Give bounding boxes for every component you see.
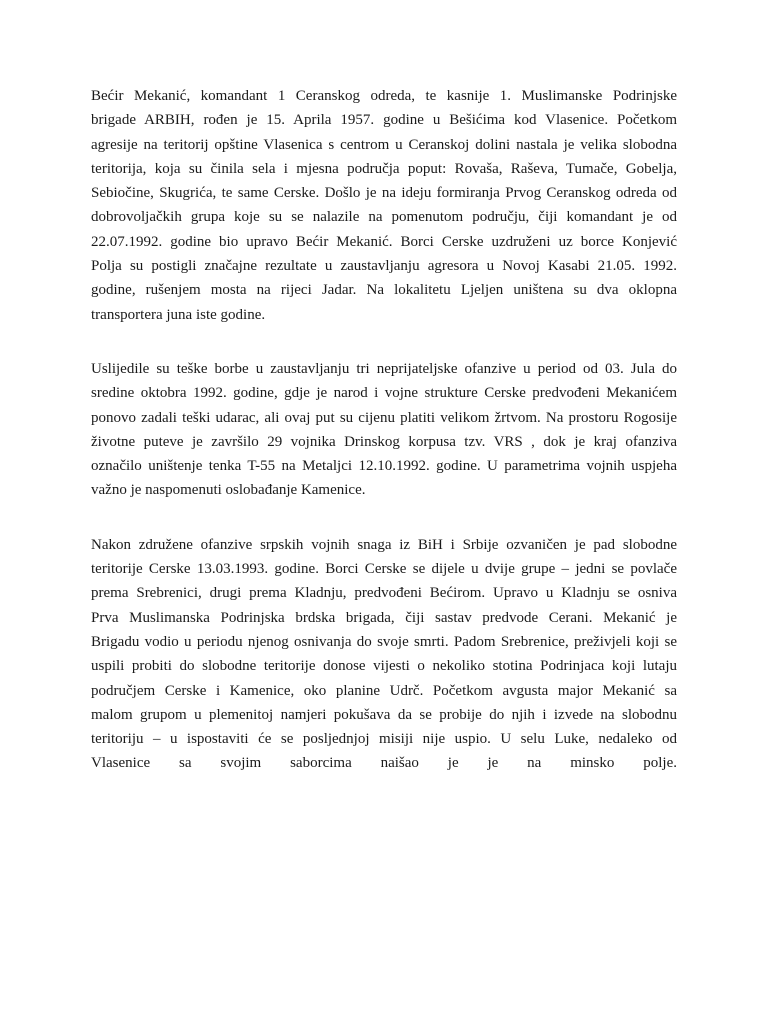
text-line: godine, rušenjem mosta na rijeci Jadar. Na lokalitetu Ljeljen uništena su dva oklopna bbox=[91, 282, 677, 299]
text-line: transportera juna iste godine. bbox=[91, 306, 266, 323]
paragraph-2 bbox=[91, 357, 677, 503]
text-line: označilo uništenje tenka T-55 na Metaljci 12.10.1992. godine. U parametrima vojnih uspjeha bbox=[91, 458, 677, 475]
text-line: teritorija, koja su činila sela i mjesna područja poput: Rovaša, Raševa, Tumače, Gobelja, bbox=[91, 160, 677, 177]
text-line: prema Srebrenici, drugi prema Kladnju, predvođeni Bećirom. Upravo u Kladnju se osniva bbox=[91, 585, 677, 602]
text-line: ponovo zadali teški udarac, ali ovaj put su cijenu platiti velikom žrtvom. Na prostoru Rogosije bbox=[91, 409, 677, 426]
text-line: uspili probiti do slobodne teritorije donose vijesti o nekoliko stotina Podrinjaca koji lutaju bbox=[91, 658, 677, 675]
text-line: agresije na teritorij opštine Vlasenica s centrom u Ceranskoj dolini nastala je velika slobodna bbox=[91, 136, 677, 153]
text-line: teritorije Cerske 13.03.1993. godine. Borci Cerske se dijele u dvije grupe – jedni se povlače bbox=[91, 561, 677, 578]
text-line: Nakon združene ofanzive srpskih vojnih snaga iz BiH i Srbije ozvaničen je pad slobodne bbox=[91, 536, 677, 553]
text-line: Brigadu vodio u periodu njenog osnivanja do svoje smrti. Padom Srebrenice, preživjeli koji se bbox=[91, 633, 677, 650]
text-line: Bećir Mekanić, komandant 1 Ceranskog odreda, te kasnije 1. Muslimanske Podrinjske bbox=[91, 88, 677, 104]
text-line: Uslijedile su teške borbe u zaustavljanju tri neprijateljske ofanzive u period od 03. Jula do bbox=[91, 360, 677, 377]
text-line: životne puteve je završilo 29 vojnika Drinskog korpusa tzv. VRS , dok je kraj ofanziva bbox=[91, 433, 677, 450]
text-line: Sebiočine, Skugrića, te same Cerske. Došlo je na ideju formiranja Prvog Ceranskog odreda od bbox=[91, 185, 677, 202]
paragraph-3 bbox=[91, 533, 677, 776]
paragraph-1 bbox=[91, 84, 677, 327]
text-line: važno je naspomenuti oslobađanje Kamenice. bbox=[91, 482, 366, 499]
text-line: 22.07.1992. godine bio upravo Bećir Mekanić. Borci Cerske uzdruženi uz borce Konjević bbox=[91, 233, 677, 250]
text-line: Polja su postigli značajne rezultate u zaustavljanju agresora u Novoj Kasabi 21.05. 1992. bbox=[91, 258, 677, 275]
text-line: brigade ARBIH, rođen je 15. Aprila 1957. godine u Bešićima kod Vlasenice. Početkom bbox=[91, 112, 677, 129]
document-page bbox=[91, 84, 677, 806]
text-line: teritoriju – u ispostaviti će se posljednjoj misiji nije uspio. U selu Luke, nedaleko od bbox=[91, 731, 677, 748]
text-line: Vlasenice sa svojim saborcima naišao je je na minsko polje. bbox=[91, 755, 677, 772]
text-line: sredine oktobra 1992. godine, gdje je narod i vojne strukture Cerske predvođeni Mekanićem bbox=[91, 385, 677, 402]
text-line: područjem Cerske i Kamenice, oko planine Udrč. Početkom avgusta major Mekanić sa bbox=[91, 682, 677, 699]
text-line: Prva Muslimanska Podrinjska brdska brigada, čiji sastav predvode Cerani. Mekanić je bbox=[91, 609, 677, 626]
text-line: dobrovoljačkih grupa koje su se nalazile na pomenutom području, čiji komandant je od bbox=[91, 209, 677, 226]
text-line: malom grupom u plemenitoj namjeri pokušava da se probije do njih i izvede na slobodnu bbox=[91, 706, 677, 723]
